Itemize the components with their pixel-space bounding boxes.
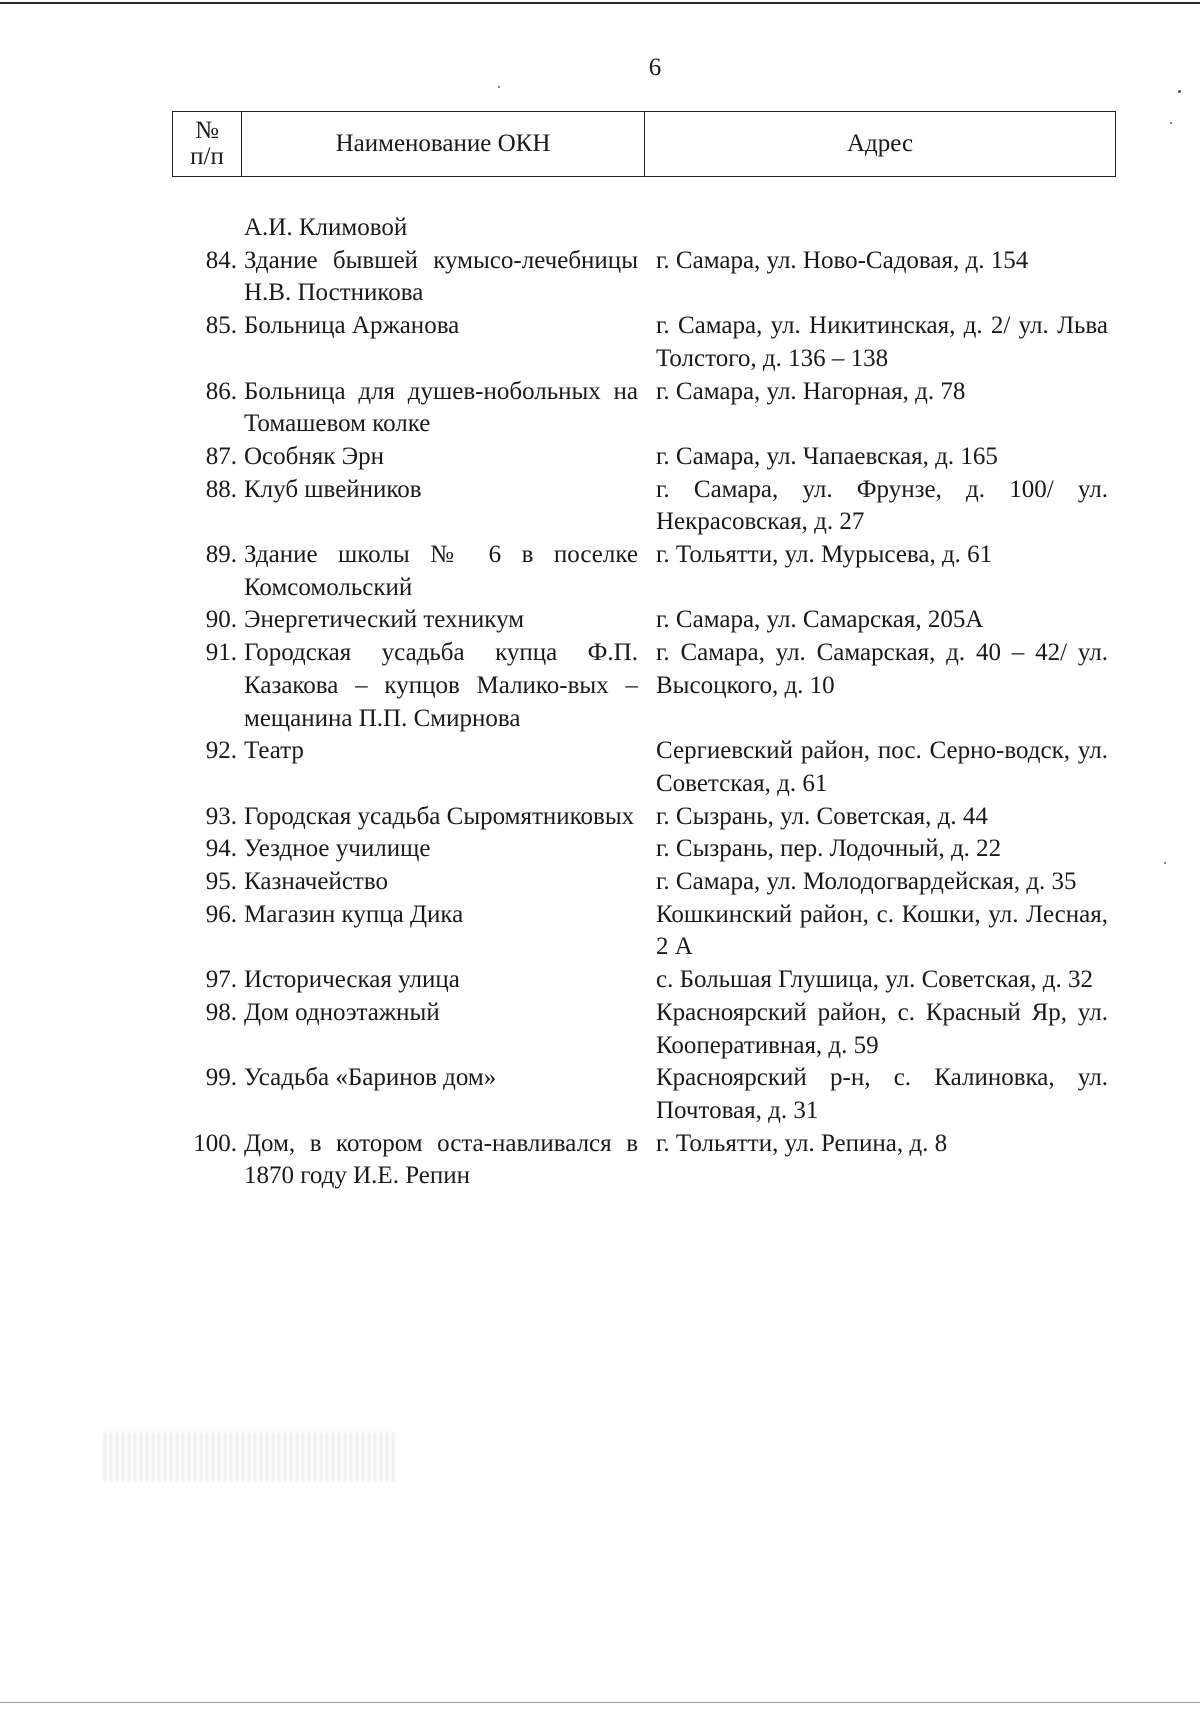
row-number: 97.	[205, 966, 237, 994]
row-number: 95.	[205, 868, 237, 896]
table-row	[172, 245, 1116, 310]
row-address: Красноярский р-н, с. Калиновка, ул. Почтовая, д. 31	[656, 1064, 1108, 1124]
scan-speck	[1164, 862, 1166, 864]
row-address: г. Самара, ул. Нагорная, д. 78	[656, 377, 966, 405]
row-number: 84.	[205, 246, 237, 274]
table-row	[172, 604, 1116, 637]
row-number: 89.	[205, 541, 237, 569]
table-row	[172, 964, 1116, 997]
row-address: Сергиевский район, пос. Серно-водск, ул. Советская, д. 61	[656, 737, 1108, 797]
row-number: 94.	[205, 835, 237, 863]
row-name: А.И. Климовой	[244, 214, 408, 241]
row-address: г. Самара, ул. Чапаевская, д. 165	[656, 442, 998, 470]
row-name: Историческая улица	[244, 966, 460, 994]
row-address: г. Самара, ул. Самарская, 205А	[656, 606, 984, 634]
row-number	[172, 212, 244, 245]
row-address: г. Тольятти, ул. Мурысева, д. 61	[656, 541, 993, 569]
row-number: 93.	[205, 802, 237, 830]
header-address-column: Адрес	[846, 130, 914, 157]
row-number: 100.	[193, 1129, 237, 1157]
row-name: Уездное училище	[244, 835, 431, 863]
scan-speck	[1178, 90, 1181, 93]
row-address: г. Самара, ул. Молодогвардейская, д. 35	[656, 868, 1077, 896]
scan-top-edge	[0, 2, 1200, 4]
row-name: Энергетический техникум	[244, 606, 525, 634]
table-row	[172, 441, 1116, 474]
row-name: Особняк Эрн	[244, 442, 385, 470]
row-address: г. Самара, ул. Никитинская, д. 2/ ул. Льва Толстого, д. 136 – 138	[656, 312, 1108, 372]
header-number-column	[173, 112, 242, 176]
row-address: Кошкинский район, с. Кошки, ул. Лесная, 2 А	[656, 900, 1108, 961]
table-row	[172, 899, 1116, 964]
header-number-line2: п/п	[190, 143, 224, 170]
table-row	[172, 833, 1116, 866]
row-name: Здание школы № 6 в поселке Комсомольский	[244, 541, 638, 601]
row-number: 96.	[205, 900, 237, 928]
row-name: Больница Аржанова	[244, 312, 460, 340]
scan-speck	[1170, 122, 1172, 124]
row-name: Клуб швейников	[244, 475, 422, 503]
row-name: Городская усадьба Сыромятниковых	[244, 802, 635, 830]
row-name: Здание бывшей кумысо-лечебницы Н.В. Постникова	[244, 246, 638, 307]
row-name: Дом одноэтажный	[244, 998, 440, 1026]
faded-stamp	[104, 1432, 394, 1482]
row-name: Магазин купца Дика	[244, 900, 464, 928]
row-name: Городская усадьба купца Ф.П. Казакова – купцов Малико-вых – мещанина П.П. Смирнова	[244, 639, 638, 732]
row-number: 92.	[205, 737, 237, 765]
row-name: Театр	[244, 737, 304, 765]
row-number: 98.	[205, 998, 237, 1026]
row-address	[656, 212, 1108, 245]
scan-bottom-edge	[0, 1702, 1200, 1703]
row-number: 91.	[205, 639, 237, 667]
table-row	[172, 1062, 1116, 1127]
row-number: 87.	[205, 442, 237, 470]
table-row	[172, 997, 1116, 1062]
table-row	[172, 539, 1116, 604]
row-address: Красноярский район, с. Красный Яр, ул. Кооперативная, д. 59	[656, 998, 1108, 1059]
row-address: г. Сызрань, пер. Лодочный, д. 22	[656, 835, 1002, 863]
table-body	[172, 212, 1116, 1193]
row-address: г. Самара, ул. Самарская, д. 40 – 42/ ул. Высоцкого, д. 10	[656, 639, 1108, 699]
row-name: Дом, в котором оста-навливался в 1870 году И.Е. Репин	[244, 1129, 638, 1190]
table-header	[172, 111, 1116, 177]
row-address: г. Самара, ул. Фрунзе, д. 100/ ул. Некрасовская, д. 27	[656, 475, 1108, 536]
table-row	[172, 474, 1116, 539]
table-row	[172, 212, 1116, 245]
row-number: 85.	[205, 312, 237, 340]
table-row	[172, 1128, 1116, 1193]
row-address: с. Большая Глушица, ул. Советская, д. 32	[656, 966, 1093, 994]
table-row	[172, 735, 1116, 800]
row-number: 99.	[205, 1064, 237, 1092]
row-number: 86.	[205, 377, 237, 405]
row-address: г. Тольятти, ул. Репина, д. 8	[656, 1129, 948, 1157]
row-number: 90.	[205, 606, 237, 634]
page-number: 6	[648, 54, 662, 81]
row-address: г. Сызрань, ул. Советская, д. 44	[656, 802, 988, 830]
table-row	[172, 637, 1116, 735]
row-name: Казначейство	[244, 868, 388, 896]
scan-speck	[498, 86, 500, 88]
header-name-column: Наименование ОКН	[242, 112, 645, 176]
table-row	[172, 310, 1116, 375]
table-row	[172, 866, 1116, 899]
row-address: г. Самара, ул. Ново-Садовая, д. 154	[656, 246, 1029, 274]
row-name: Усадьба «Баринов дом»	[244, 1064, 497, 1092]
table-row	[172, 376, 1116, 441]
table-row	[172, 801, 1116, 834]
row-number: 88.	[205, 475, 237, 503]
header-number-line1: №	[195, 117, 219, 144]
row-name: Больница для душев-нобольных на Томашевом колке	[244, 377, 638, 438]
